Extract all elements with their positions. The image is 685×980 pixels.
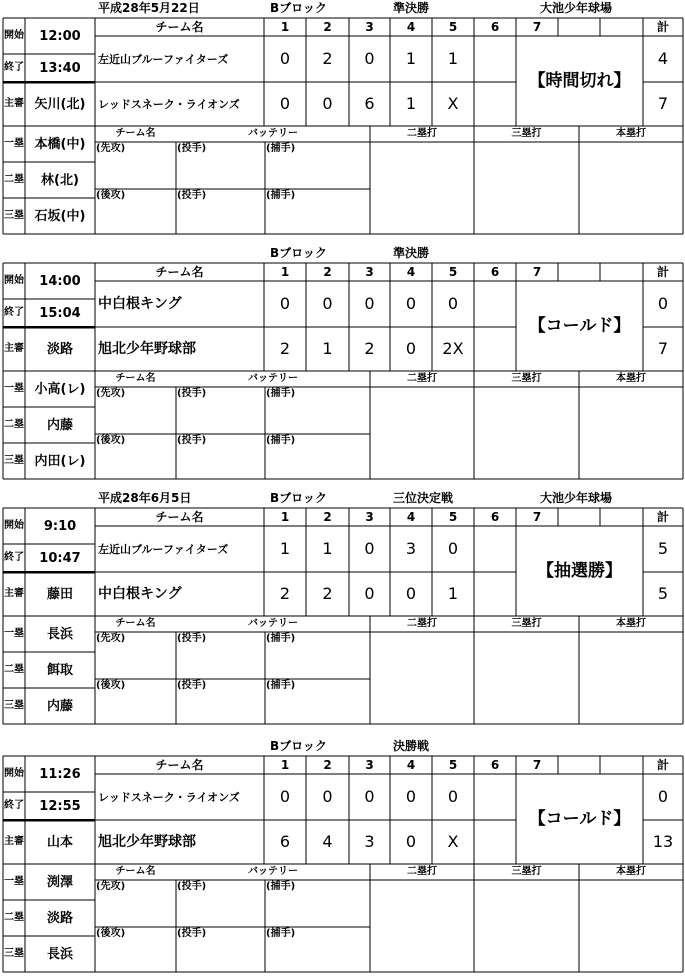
inning-score: 0 — [364, 49, 375, 68]
base2-label: 二塁 — [4, 664, 24, 675]
game-round: 決勝戦 — [393, 739, 430, 753]
inning-header: 1 — [280, 20, 290, 34]
start-label: 開始 — [4, 30, 24, 41]
end-label: 終了 — [4, 307, 24, 318]
inning-score: 0 — [405, 339, 417, 358]
inning-score: 0 — [405, 584, 417, 603]
pitcher-label: (投手) — [177, 680, 207, 691]
umpire-main-label: 主審 — [4, 588, 24, 599]
game-round: 準決勝 — [393, 246, 430, 260]
batting-header: バッテリー — [248, 866, 298, 877]
inning-score: 0 — [322, 94, 333, 113]
inning-header: 2 — [323, 758, 332, 772]
total-header: 計 — [656, 758, 669, 772]
inning-header — [558, 756, 600, 774]
catcher-label: (捕手) — [266, 928, 296, 939]
base3-label: 三塁 — [4, 948, 24, 959]
end-time: 12:55 — [39, 798, 81, 814]
base2-label: 二塁 — [4, 174, 24, 185]
inning-header — [558, 508, 600, 526]
umpire-base2-name: 林(北) — [41, 172, 79, 188]
team-name: 旭北少年野球部 — [98, 341, 196, 357]
game-result: 【コールド】 — [528, 808, 631, 829]
batting-header: 三塁打 — [511, 373, 542, 384]
game-venue: 大池少年球場 — [540, 491, 613, 505]
pitcher-label: (投手) — [177, 928, 207, 939]
inning-score: 0 — [405, 832, 417, 851]
start-label: 開始 — [4, 275, 24, 286]
batting-header: チーム名 — [115, 128, 156, 139]
inning-score: 3 — [405, 539, 417, 558]
umpire-base1-name: 渕澤 — [46, 874, 73, 890]
umpire-main-label: 主審 — [4, 836, 24, 847]
inning-header: 1 — [280, 510, 290, 524]
base1-label: 一塁 — [4, 628, 24, 639]
end-label: 終了 — [4, 800, 24, 811]
inning-header: 3 — [365, 20, 374, 34]
team-name: 中白根キング — [98, 586, 182, 602]
batting-header: 三塁打 — [511, 618, 542, 629]
inning-score: X — [447, 832, 459, 851]
batting-header: 二塁打 — [407, 618, 437, 629]
inning-score: 1 — [279, 539, 291, 558]
end-time: 15:04 — [39, 305, 81, 321]
game-block: Bブロック — [270, 739, 327, 753]
second-attack-label: (後攻) — [96, 190, 126, 201]
umpire-main-name: 矢川(北) — [34, 96, 86, 112]
pitcher-label: (投手) — [177, 435, 207, 446]
team-name-header: チーム名 — [155, 20, 204, 34]
base1-label: 一塁 — [4, 138, 24, 149]
total-header: 計 — [656, 510, 669, 524]
pitcher-label: (投手) — [177, 143, 207, 154]
base1-label: 一塁 — [4, 383, 24, 394]
team-total: 5 — [657, 584, 669, 603]
inning-header — [600, 18, 643, 36]
inning-score: 2 — [322, 49, 333, 68]
catcher-label: (捕手) — [266, 435, 296, 446]
first-attack-label: (先攻) — [96, 143, 126, 154]
inning-score: 0 — [447, 294, 459, 313]
catcher-label: (捕手) — [266, 680, 296, 691]
team-total: 7 — [657, 94, 669, 113]
inning-header: 5 — [448, 758, 458, 772]
team-name-header: チーム名 — [155, 758, 204, 772]
batting-header: チーム名 — [115, 618, 156, 629]
inning-score: 0 — [322, 787, 333, 806]
game-block: Bブロック — [270, 246, 327, 260]
umpire-main-label: 主審 — [4, 98, 24, 109]
inning-header: 6 — [490, 265, 500, 279]
pitcher-label: (投手) — [177, 881, 207, 892]
base3-label: 三塁 — [4, 700, 24, 711]
umpire-base3-name: 内藤 — [46, 698, 73, 714]
inning-score: 1 — [447, 584, 459, 603]
inning-score: X — [447, 94, 459, 113]
base2-label: 二塁 — [4, 912, 24, 923]
team-total: 0 — [657, 294, 669, 313]
batting-header: バッテリー — [248, 128, 298, 139]
game-card — [0, 0, 685, 240]
inning-score: 0 — [279, 49, 291, 68]
game-result: 【コールド】 — [528, 315, 631, 336]
game-result: 【時間切れ】 — [528, 70, 631, 91]
umpire-main-name: 山本 — [46, 834, 73, 850]
inning-score: 3 — [364, 832, 375, 851]
team-total: 5 — [657, 539, 669, 558]
game-round: 準決勝 — [393, 1, 430, 15]
inning-header: 7 — [532, 20, 542, 34]
inning-score: 2 — [322, 584, 333, 603]
inning-header: 1 — [280, 758, 290, 772]
umpire-base1-name: 小高(レ) — [34, 381, 86, 397]
inning-score: 1 — [405, 94, 417, 113]
start-label: 開始 — [4, 768, 24, 779]
umpire-main-name: 藤田 — [46, 586, 73, 602]
end-time: 13:40 — [39, 60, 81, 76]
umpire-base2-name: 内藤 — [46, 417, 73, 433]
batting-header: 二塁打 — [407, 866, 437, 877]
game-block: Bブロック — [270, 1, 327, 15]
inning-score: 0 — [447, 787, 459, 806]
start-time: 14:00 — [39, 273, 81, 289]
inning-header: 4 — [406, 20, 416, 34]
inning-header — [600, 508, 643, 526]
inning-header: 6 — [490, 510, 500, 524]
batting-header: 二塁打 — [407, 373, 437, 384]
umpire-base3-name: 長浜 — [46, 946, 73, 962]
inning-score: 2 — [279, 584, 291, 603]
inning-score: 0 — [279, 787, 291, 806]
inning-header — [558, 18, 600, 36]
inning-header — [600, 756, 643, 774]
inning-score: 1 — [447, 49, 459, 68]
inning-score: 1 — [405, 49, 417, 68]
game-result: 【抽選勝】 — [537, 560, 622, 581]
inning-score: 6 — [364, 94, 375, 113]
end-label: 終了 — [4, 62, 24, 73]
umpire-base1-name: 長浜 — [46, 626, 73, 642]
inning-score: 0 — [364, 294, 375, 313]
game-block: Bブロック — [270, 491, 327, 505]
inning-header: 6 — [490, 758, 500, 772]
umpire-base2-name: 淡路 — [46, 910, 73, 926]
game-date: 平成28年6月5日 — [98, 491, 192, 505]
inning-header: 4 — [406, 758, 416, 772]
inning-score: 0 — [364, 787, 375, 806]
team-name: レッドスネーク・ライオンズ — [98, 97, 240, 111]
batting-header: バッテリー — [248, 618, 298, 629]
game-card — [0, 245, 685, 485]
second-attack-label: (後攻) — [96, 928, 126, 939]
game-venue: 大池少年球場 — [540, 1, 613, 15]
inning-header: 2 — [323, 510, 332, 524]
start-time: 11:26 — [39, 766, 81, 782]
umpire-base1-name: 本橋(中) — [34, 136, 86, 152]
pitcher-label: (投手) — [177, 388, 207, 399]
umpire-base3-name: 石坂(中) — [34, 208, 86, 224]
inning-score: 2 — [279, 339, 291, 358]
total-header: 計 — [656, 265, 669, 279]
inning-header: 3 — [365, 265, 374, 279]
end-time: 10:47 — [39, 550, 81, 566]
inning-score: 0 — [405, 294, 417, 313]
first-attack-label: (先攻) — [96, 633, 126, 644]
umpire-base3-name: 内田(レ) — [34, 453, 86, 469]
start-time: 12:00 — [39, 28, 81, 44]
inning-score: 2X — [442, 339, 464, 358]
inning-header: 7 — [532, 758, 542, 772]
inning-score: 6 — [279, 832, 291, 851]
inning-score: 1 — [322, 339, 333, 358]
team-name: 左近山ブルーファイターズ — [98, 542, 229, 556]
team-name: 中白根キング — [98, 296, 182, 312]
batting-header: 本塁打 — [616, 618, 646, 629]
inning-score: 4 — [322, 832, 333, 851]
inning-header: 5 — [448, 20, 458, 34]
second-attack-label: (後攻) — [96, 680, 126, 691]
team-name: レッドスネーク・ライオンズ — [98, 790, 240, 804]
first-attack-label: (先攻) — [96, 388, 126, 399]
inning-header: 2 — [323, 20, 332, 34]
batting-header: 三塁打 — [511, 128, 542, 139]
catcher-label: (捕手) — [266, 190, 296, 201]
batting-header: チーム名 — [115, 373, 156, 384]
inning-score: 0 — [322, 294, 333, 313]
inning-score: 0 — [405, 787, 417, 806]
umpire-main-name: 淡路 — [46, 341, 73, 357]
team-total: 4 — [657, 49, 669, 68]
team-name-header: チーム名 — [155, 510, 204, 524]
inning-header: 7 — [532, 265, 542, 279]
inning-header: 4 — [406, 265, 416, 279]
game-date: 平成28年5月22日 — [98, 1, 200, 15]
pitcher-label: (投手) — [177, 633, 207, 644]
inning-header: 6 — [490, 20, 500, 34]
total-header: 計 — [656, 20, 669, 34]
base3-label: 三塁 — [4, 455, 24, 466]
inning-score: 2 — [364, 339, 375, 358]
inning-header: 5 — [448, 265, 458, 279]
umpire-base2-name: 餌取 — [46, 662, 73, 678]
catcher-label: (捕手) — [266, 633, 296, 644]
start-time: 9:10 — [43, 518, 77, 534]
second-attack-label: (後攻) — [96, 435, 126, 446]
inning-header: 4 — [406, 510, 416, 524]
base1-label: 一塁 — [4, 876, 24, 887]
batting-header: 本塁打 — [616, 866, 646, 877]
inning-header — [600, 263, 643, 281]
umpire-main-label: 主審 — [4, 343, 24, 354]
inning-score: 0 — [364, 584, 375, 603]
pitcher-label: (投手) — [177, 190, 207, 201]
inning-header: 5 — [448, 510, 458, 524]
game-card — [0, 490, 685, 730]
catcher-label: (捕手) — [266, 143, 296, 154]
inning-header: 2 — [323, 265, 332, 279]
team-name: 左近山ブルーファイターズ — [98, 52, 229, 66]
batting-header: バッテリー — [248, 373, 298, 384]
inning-score: 0 — [364, 539, 375, 558]
inning-score: 0 — [447, 539, 459, 558]
catcher-label: (捕手) — [266, 388, 296, 399]
inning-header: 7 — [532, 510, 542, 524]
team-name: 旭北少年野球部 — [98, 834, 196, 850]
team-total: 0 — [657, 787, 669, 806]
catcher-label: (捕手) — [266, 881, 296, 892]
end-label: 終了 — [4, 552, 24, 563]
inning-header — [558, 263, 600, 281]
inning-header: 3 — [365, 758, 374, 772]
batting-header: 本塁打 — [616, 373, 646, 384]
inning-header: 3 — [365, 510, 374, 524]
batting-header: 本塁打 — [616, 128, 646, 139]
game-card — [0, 738, 685, 978]
batting-header: 三塁打 — [511, 866, 542, 877]
game-round: 三位決定戦 — [393, 491, 454, 505]
first-attack-label: (先攻) — [96, 881, 126, 892]
inning-score: 0 — [279, 94, 291, 113]
inning-score: 0 — [279, 294, 291, 313]
team-total: 13 — [652, 832, 674, 851]
team-name-header: チーム名 — [155, 265, 204, 279]
base2-label: 二塁 — [4, 419, 24, 430]
team-total: 7 — [657, 339, 669, 358]
batting-header: チーム名 — [115, 866, 156, 877]
start-label: 開始 — [4, 520, 24, 531]
inning-score: 1 — [322, 539, 333, 558]
inning-header: 1 — [280, 265, 290, 279]
base3-label: 三塁 — [4, 210, 24, 221]
batting-header: 二塁打 — [407, 128, 437, 139]
